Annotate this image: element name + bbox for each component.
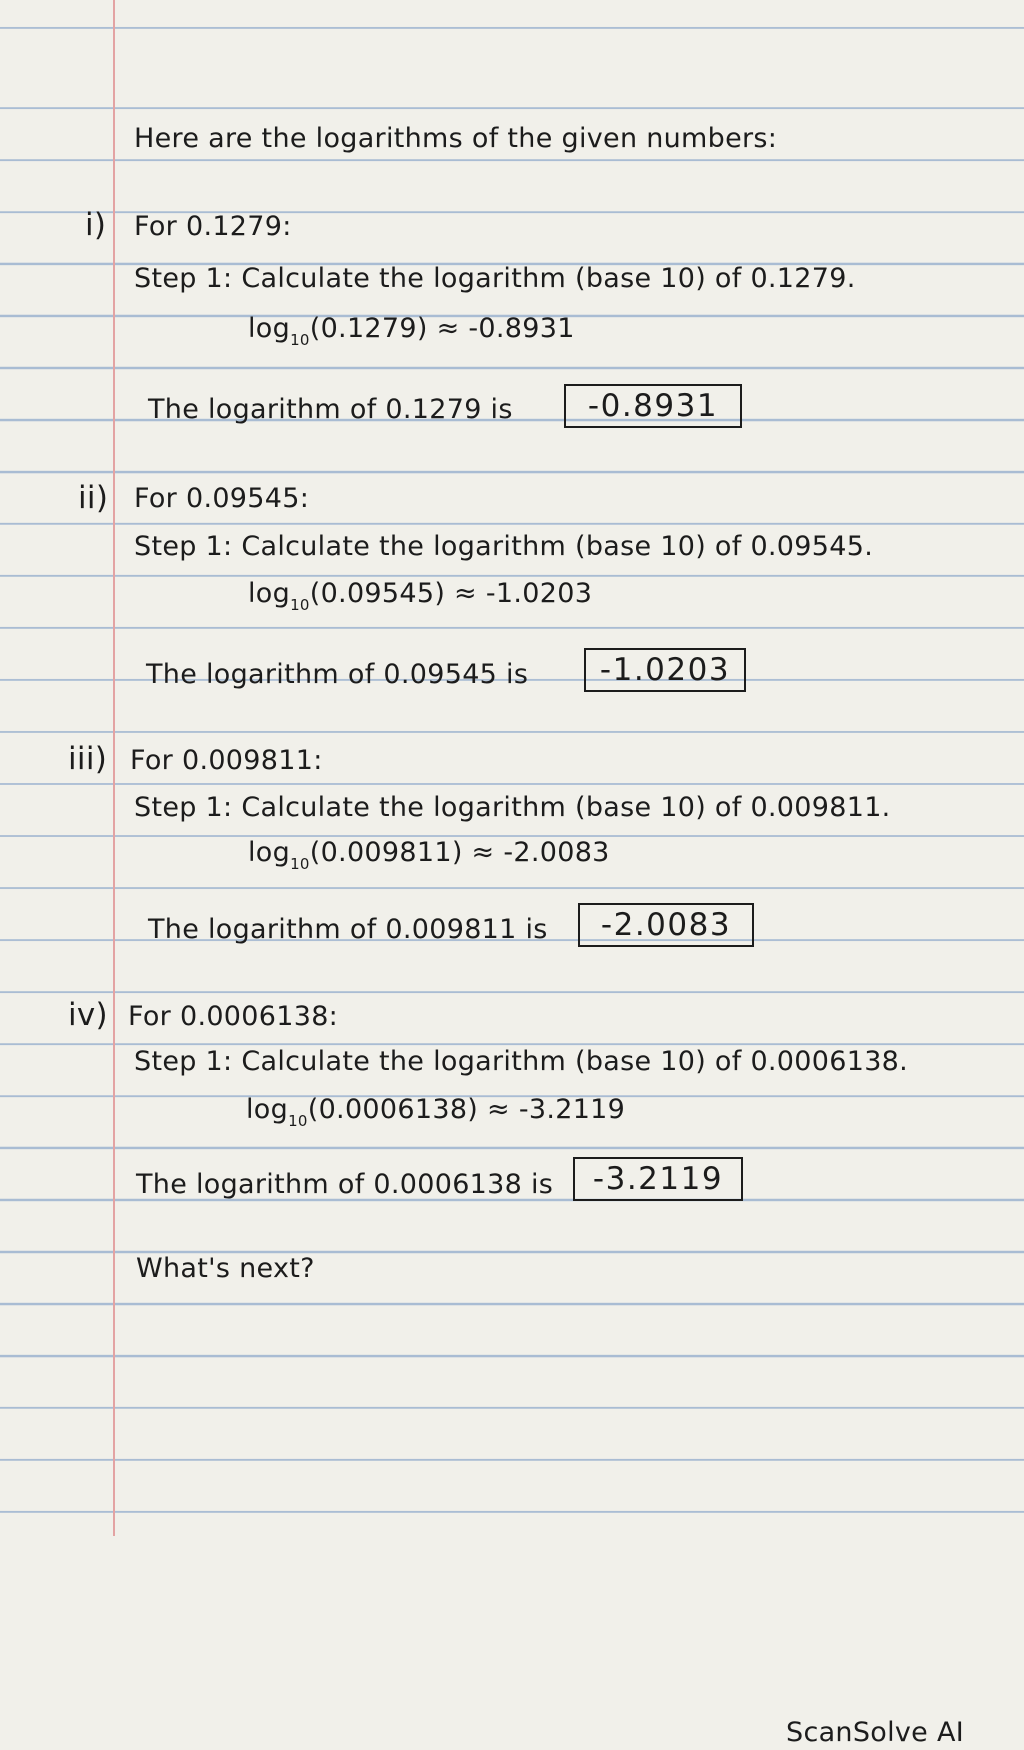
section-4-step: Step 1: Calculate the logarithm (base 10) of 0.0006138. bbox=[134, 1046, 909, 1077]
intro-text: Here are the logarithms of the given numbers: bbox=[134, 123, 778, 154]
log-base: 10 bbox=[290, 855, 310, 873]
section-2-result-box: -1.0203 bbox=[584, 648, 746, 692]
log-base: 10 bbox=[290, 331, 310, 349]
section-2-result-text: The logarithm of 0.09545 is bbox=[146, 659, 529, 690]
log-base: 10 bbox=[290, 596, 310, 614]
section-4-result-text: The logarithm of 0.0006138 is bbox=[136, 1169, 554, 1200]
section-2-step: Step 1: Calculate the logarithm (base 10) of 0.09545. bbox=[134, 531, 874, 562]
log-prefix: log bbox=[246, 1094, 289, 1125]
log-prefix: log bbox=[248, 313, 291, 344]
section-2-numeral: ii) bbox=[78, 480, 109, 516]
section-4-numeral: iv) bbox=[68, 997, 108, 1033]
section-2-log bbox=[248, 577, 592, 622]
log-expression: (0.09545) ≈ -1.0203 bbox=[309, 578, 593, 609]
section-3-numeral: iii) bbox=[68, 741, 108, 777]
brand-watermark: ScanSolve AI bbox=[786, 1717, 965, 1748]
section-1-result-text: The logarithm of 0.1279 is bbox=[148, 394, 513, 425]
log-prefix: log bbox=[248, 837, 291, 868]
log-prefix: log bbox=[248, 578, 291, 609]
section-1-heading: For 0.1279: bbox=[134, 211, 292, 242]
section-4-result-box: -3.2119 bbox=[573, 1157, 743, 1201]
section-1-log bbox=[248, 312, 575, 357]
section-4-log bbox=[246, 1093, 625, 1138]
log-expression: (0.009811) ≈ -2.0083 bbox=[309, 837, 610, 868]
section-3-result-text: The logarithm of 0.009811 is bbox=[148, 914, 548, 945]
section-1-result-box: -0.8931 bbox=[564, 384, 742, 428]
section-3-step: Step 1: Calculate the logarithm (base 10) of 0.009811. bbox=[134, 792, 891, 823]
log-expression: (0.1279) ≈ -0.8931 bbox=[309, 313, 575, 344]
margin-line bbox=[113, 0, 115, 1536]
section-3-log bbox=[248, 836, 610, 881]
section-1-numeral: i) bbox=[85, 207, 107, 243]
section-3-heading: For 0.009811: bbox=[130, 745, 323, 776]
section-1-step: Step 1: Calculate the logarithm (base 10) of 0.1279. bbox=[134, 263, 856, 294]
section-2-heading: For 0.09545: bbox=[134, 483, 310, 514]
log-base: 10 bbox=[288, 1112, 308, 1130]
whats-next-text: What's next? bbox=[136, 1253, 315, 1284]
section-4-heading: For 0.0006138: bbox=[128, 1001, 339, 1032]
log-expression: (0.0006138) ≈ -3.2119 bbox=[307, 1094, 626, 1125]
section-3-result-box: -2.0083 bbox=[578, 903, 754, 947]
